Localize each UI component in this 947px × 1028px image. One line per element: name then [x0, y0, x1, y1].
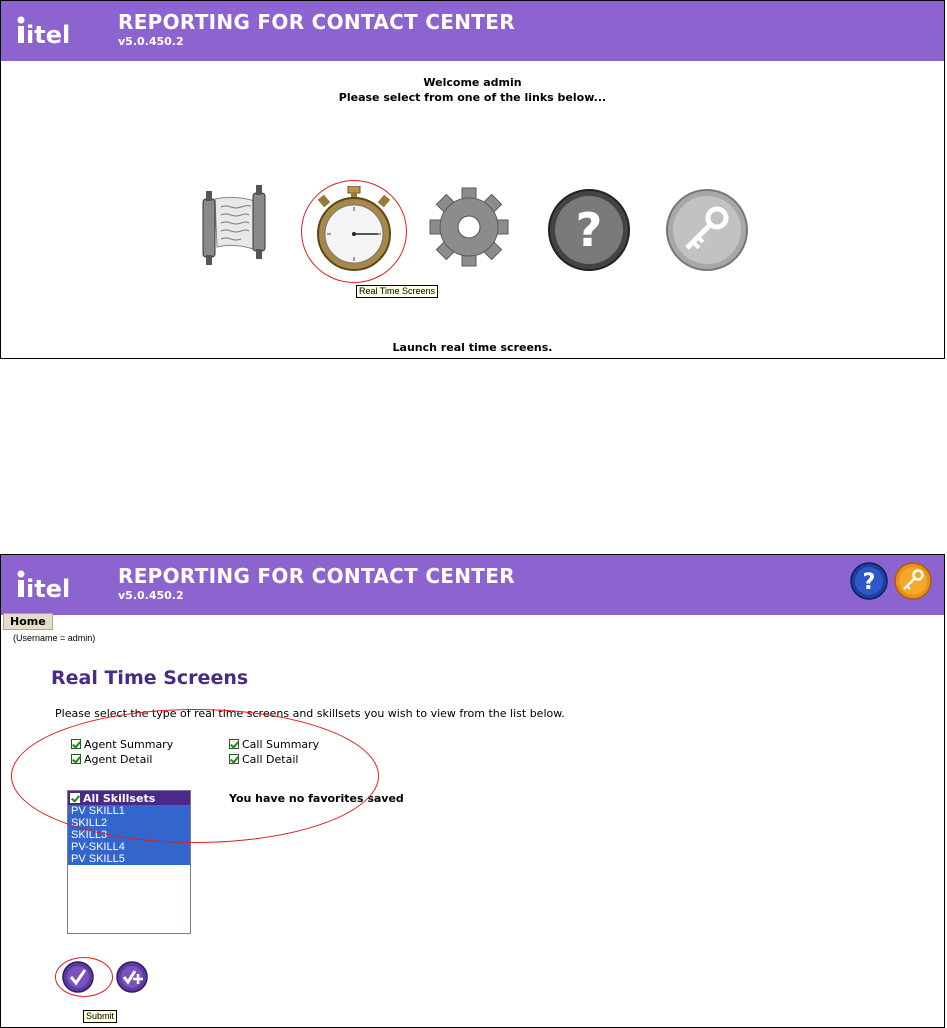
status-message: Launch real time screens.	[392, 341, 553, 354]
checkbox-checked-icon	[71, 739, 81, 749]
key-icon[interactable]	[894, 562, 932, 600]
svg-text:itel: itel	[26, 21, 71, 47]
all-skillsets-checkbox[interactable]	[68, 791, 190, 805]
agent-detail-checkbox[interactable]	[71, 752, 152, 766]
scroll-reports-icon[interactable]	[189, 183, 279, 269]
agent-summary-checkbox[interactable]	[71, 737, 173, 751]
app-version: v5.0.450.2	[118, 35, 184, 48]
checkbox-checked-icon	[229, 754, 239, 764]
add-favorite-button[interactable]	[116, 961, 148, 993]
app-version: v5.0.450.2	[118, 589, 184, 602]
username-label: (Username = admin)	[13, 633, 96, 643]
help-icon[interactable]	[547, 188, 631, 272]
skillset-listbox[interactable]	[67, 790, 191, 934]
submit-tooltip: Submit	[83, 1010, 117, 1023]
real-time-screens-panel	[0, 554, 945, 1028]
checkbox-label: Call Summary	[242, 737, 320, 751]
key-icon[interactable]	[665, 188, 749, 272]
checkbox-label: Agent Detail	[84, 752, 153, 766]
select-prompt: Please select from one of the links below...	[338, 91, 607, 104]
launcher-panel	[0, 0, 945, 359]
svg-text:?: ?	[862, 570, 876, 595]
all-skillsets-label: All Skillsets	[83, 791, 156, 805]
stopwatch-icon[interactable]	[312, 186, 396, 272]
svg-text:?: ?	[575, 203, 603, 257]
skillset-option[interactable]: PV-SKILL4	[68, 841, 190, 853]
page-title: Real Time Screens	[51, 667, 249, 689]
itel-logo	[15, 13, 79, 47]
itel-logo	[15, 567, 79, 601]
skillset-option[interactable]: PV SKILL1	[68, 805, 190, 817]
svg-text:itel: itel	[26, 575, 71, 601]
app-header	[1, 555, 944, 615]
app-header	[1, 1, 944, 61]
app-title: REPORTING FOR CONTACT CENTER	[118, 10, 515, 34]
app-title: REPORTING FOR CONTACT CENTER	[118, 564, 515, 588]
help-icon[interactable]	[850, 562, 888, 600]
checkbox-checked-icon	[229, 739, 239, 749]
welcome-line: Welcome admin	[423, 76, 522, 89]
instruction-text: Please select the type of real time screens and skillsets you wish to view from the list below.	[55, 707, 565, 720]
skillset-option[interactable]: SKILL2	[68, 817, 190, 829]
skillset-option[interactable]: PV SKILL5	[68, 853, 190, 865]
checkbox-checked-icon	[70, 793, 80, 803]
call-summary-checkbox[interactable]	[229, 737, 319, 751]
skillset-option[interactable]: SKILL3	[68, 829, 190, 841]
checkbox-label: Call Detail	[242, 752, 299, 766]
submit-button[interactable]	[62, 961, 94, 993]
gear-icon[interactable]	[428, 186, 510, 268]
favorites-message: You have no favorites saved	[229, 792, 404, 805]
checkbox-checked-icon	[71, 754, 81, 764]
real-time-screens-tooltip: Real Time Screens	[356, 285, 438, 298]
call-detail-checkbox[interactable]	[229, 752, 298, 766]
checkbox-label: Agent Summary	[84, 737, 174, 751]
tab-home[interactable]: Home	[3, 613, 53, 630]
welcome-message	[1, 75, 944, 105]
